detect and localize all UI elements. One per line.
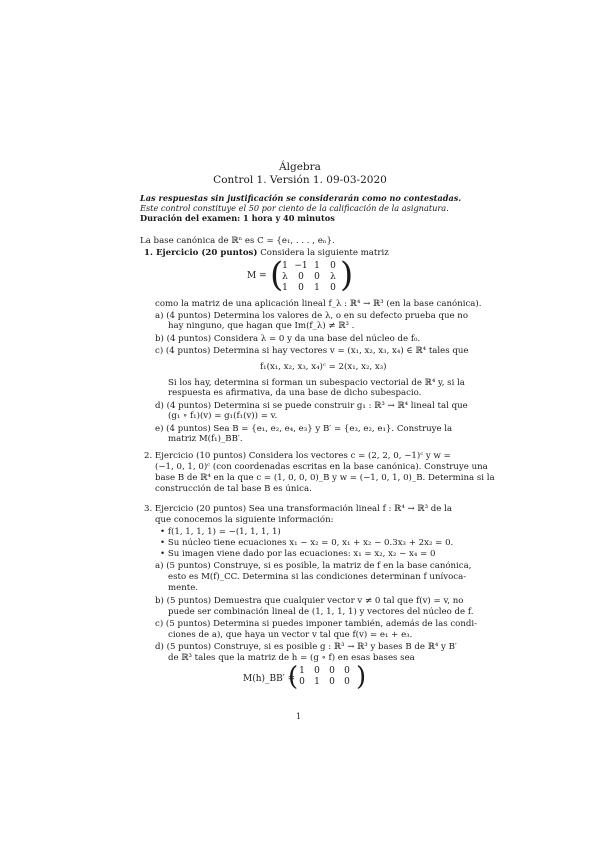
ex1-c-line-2: Si los hay, determina si forman un subespacio vectorial de ℝ⁴ y, si la	[168, 378, 465, 388]
ex3-b-line-2: puede ser combinación lineal de (1, 1, 1, 1) y vectores del núcleo de f.	[168, 607, 474, 617]
base-line: La base canónica de ℝⁿ es C = {e₁, . . . , eₙ}.	[140, 236, 335, 246]
ex1-d-line-1: d) (4 puntos) Determina si se puede construir g₁ : ℝ³ → ℝ⁴ lineal tal que	[155, 401, 468, 411]
ex1-matrix-label: M =	[247, 271, 267, 281]
ex1-d-line-2: (g₁ ∘ f₁)(v) = g₁(f₁(v)) = v.	[168, 411, 278, 421]
ex3-matrix-label: M(h)_BB′ =	[243, 674, 296, 684]
bullet-icon: •	[160, 549, 166, 559]
ex3-line-2: que conocemos la siguiente información:	[155, 515, 334, 525]
ex1-e-line-2: matriz M(f₁)_BB′.	[168, 434, 243, 444]
ex3-c-line-1: c) (5 puntos) Determina si puedes imponer también, además de las condi-	[155, 619, 478, 629]
bullet-icon: •	[160, 527, 166, 537]
ex3-b-line-1: b) (5 puntos) Demuestra que cualquier vector v ≠ 0 tal que f(v) = v, no	[155, 596, 464, 606]
matrix-cell: −1	[294, 261, 308, 271]
matrix-cell: λ	[282, 272, 288, 282]
exam-subtitle: Control 1. Versión 1. 09-03-2020	[213, 174, 387, 186]
matrix-cell: 0	[298, 272, 304, 282]
ex2-line-4: construcción de tal base B es única.	[155, 484, 312, 494]
matrix-cell: 1	[314, 283, 320, 293]
intro-line-2: Este control constituye el 50 por ciento de la calificación de la asignatura.	[140, 203, 449, 213]
right-paren: )	[356, 662, 367, 692]
ex3-bullet-2-text: Su núcleo tiene ecuaciones x₁ − x₂ = 0, x₁ + x₂ − 0.3x₃ + 2x₂ = 0.	[167, 538, 454, 548]
matrix-cell: 1	[299, 666, 305, 676]
intro-line-1: Las respuestas sin justificación se considerarán como no contestadas.	[140, 193, 462, 203]
ex3-a-line-1: a) (5 puntos) Construye, si es posible, la matriz de f en la base canónica,	[155, 561, 472, 571]
ex3-a-line-2: esto es M(f)_CC. Determina si las condiciones determinan f unívoca-	[168, 572, 467, 582]
ex3-bullet-3	[160, 549, 435, 559]
ex1-after: como la matriz de una aplicación lineal f_λ : ℝ⁴ → ℝ³ (en la base canónica).	[155, 299, 482, 309]
ex1-c-line-3: respuesta es afirmativa, da una base de dicho subespacio.	[168, 388, 422, 398]
matrix-cell: λ	[330, 272, 336, 282]
matrix-cell: 0	[329, 666, 335, 676]
ex3-bullet-3-text: Su imagen viene dado por las ecuaciones: x₁ = x₂, x₂ − x₄ = 0	[167, 549, 436, 559]
ex3-d-line-2: de ℝ³ tales que la matriz de h = (g ∘ f) en esas bases sea	[168, 653, 415, 663]
right-paren: )	[340, 255, 354, 295]
ex3-a-line-3: mente.	[168, 583, 199, 593]
bullet-icon: •	[160, 538, 166, 548]
ex3-bullet-1	[160, 527, 281, 537]
ex1-label: 1. Ejercicio (20 puntos)	[144, 248, 258, 258]
ex2-line-1: 2. Ejercicio (10 puntos) Considera los vectores c = (2, 2, 0, −1)ᶜ y w =	[144, 451, 451, 461]
ex1-c-equation: f₁(x₁, x₂, x₃, x₄)ᶜ = 2(x₁, x₂, x₃)	[260, 362, 387, 372]
left-paren: (	[270, 255, 284, 295]
ex1-e-line-1: e) (4 puntos) Sea B = {e₁, e₂, e₄, e₃} y B′ = {e₃, e₂, e₁}. Construye la	[155, 424, 453, 434]
matrix-cell: 1	[314, 261, 320, 271]
matrix-cell: 0	[330, 283, 336, 293]
ex1-b: b) (4 puntos) Considera λ = 0 y da una base del núcleo de f₀.	[155, 334, 421, 344]
ex3-line-1: 3. Ejercicio (20 puntos) Sea una transformación lineal f : ℝ⁴ → ℝ³ de la	[144, 504, 452, 514]
ex3-c-line-2: ciones de a), que haya un vector v tal que f(v) = e₁ + e₃.	[168, 630, 413, 640]
matrix-cell: 0	[314, 272, 320, 282]
ex3-matrix	[288, 662, 367, 692]
matrix-cell: 0	[330, 261, 336, 271]
matrix-cell: 0	[298, 283, 304, 293]
matrix-cell: 0	[329, 677, 335, 687]
ex1-a-line-2: hay ninguno, que hagan que Im(f_λ) ≠ ℝ³ .	[168, 321, 355, 331]
matrix-cell: 0	[314, 666, 320, 676]
matrix-cell: 0	[299, 677, 305, 687]
ex1-matrix	[270, 255, 354, 295]
page-number: 1	[296, 712, 302, 721]
matrix-cell: 1	[282, 261, 288, 271]
ex2-line-3: base B de ℝ⁴ en la que c = (1, 0, 0, 0)_B y w = (−1, 0, 1, 0)_B. Determina si la	[155, 473, 495, 483]
ex3-bullet-2	[160, 538, 453, 548]
matrix-cell: 0	[344, 677, 350, 687]
exam-duration: Duración del examen: 1 hora y 40 minutos	[140, 213, 335, 223]
exam-title: Álgebra	[279, 161, 321, 173]
matrix-cell: 1	[282, 283, 288, 293]
ex1-a-line-1: a) (4 puntos) Determina los valores de λ, o en su defecto prueba que no	[155, 311, 469, 321]
ex3-d-line-1: d) (5 puntos) Construye, si es posible g : ℝ³ → ℝ³ y bases B de ℝ⁴ y B′	[155, 642, 457, 652]
matrix-cell: 1	[314, 677, 320, 687]
ex1-c-line-1: c) (4 puntos) Determina si hay vectores v = (x₁, x₂, x₃, x₄) ∈ ℝ⁴ tales que	[155, 346, 469, 356]
ex2-line-2: (−1, 0, 1, 0)ᶜ (con coordenadas escritas en la base canónica). Construye una	[155, 462, 488, 472]
matrix-cell: 0	[344, 666, 350, 676]
left-paren: (	[288, 662, 299, 692]
ex3-bullet-1-text: f(1, 1, 1, 1) = −(1, 1, 1, 1)	[167, 527, 281, 537]
ex1-lead: Considera la siguiente matriz	[260, 248, 389, 258]
